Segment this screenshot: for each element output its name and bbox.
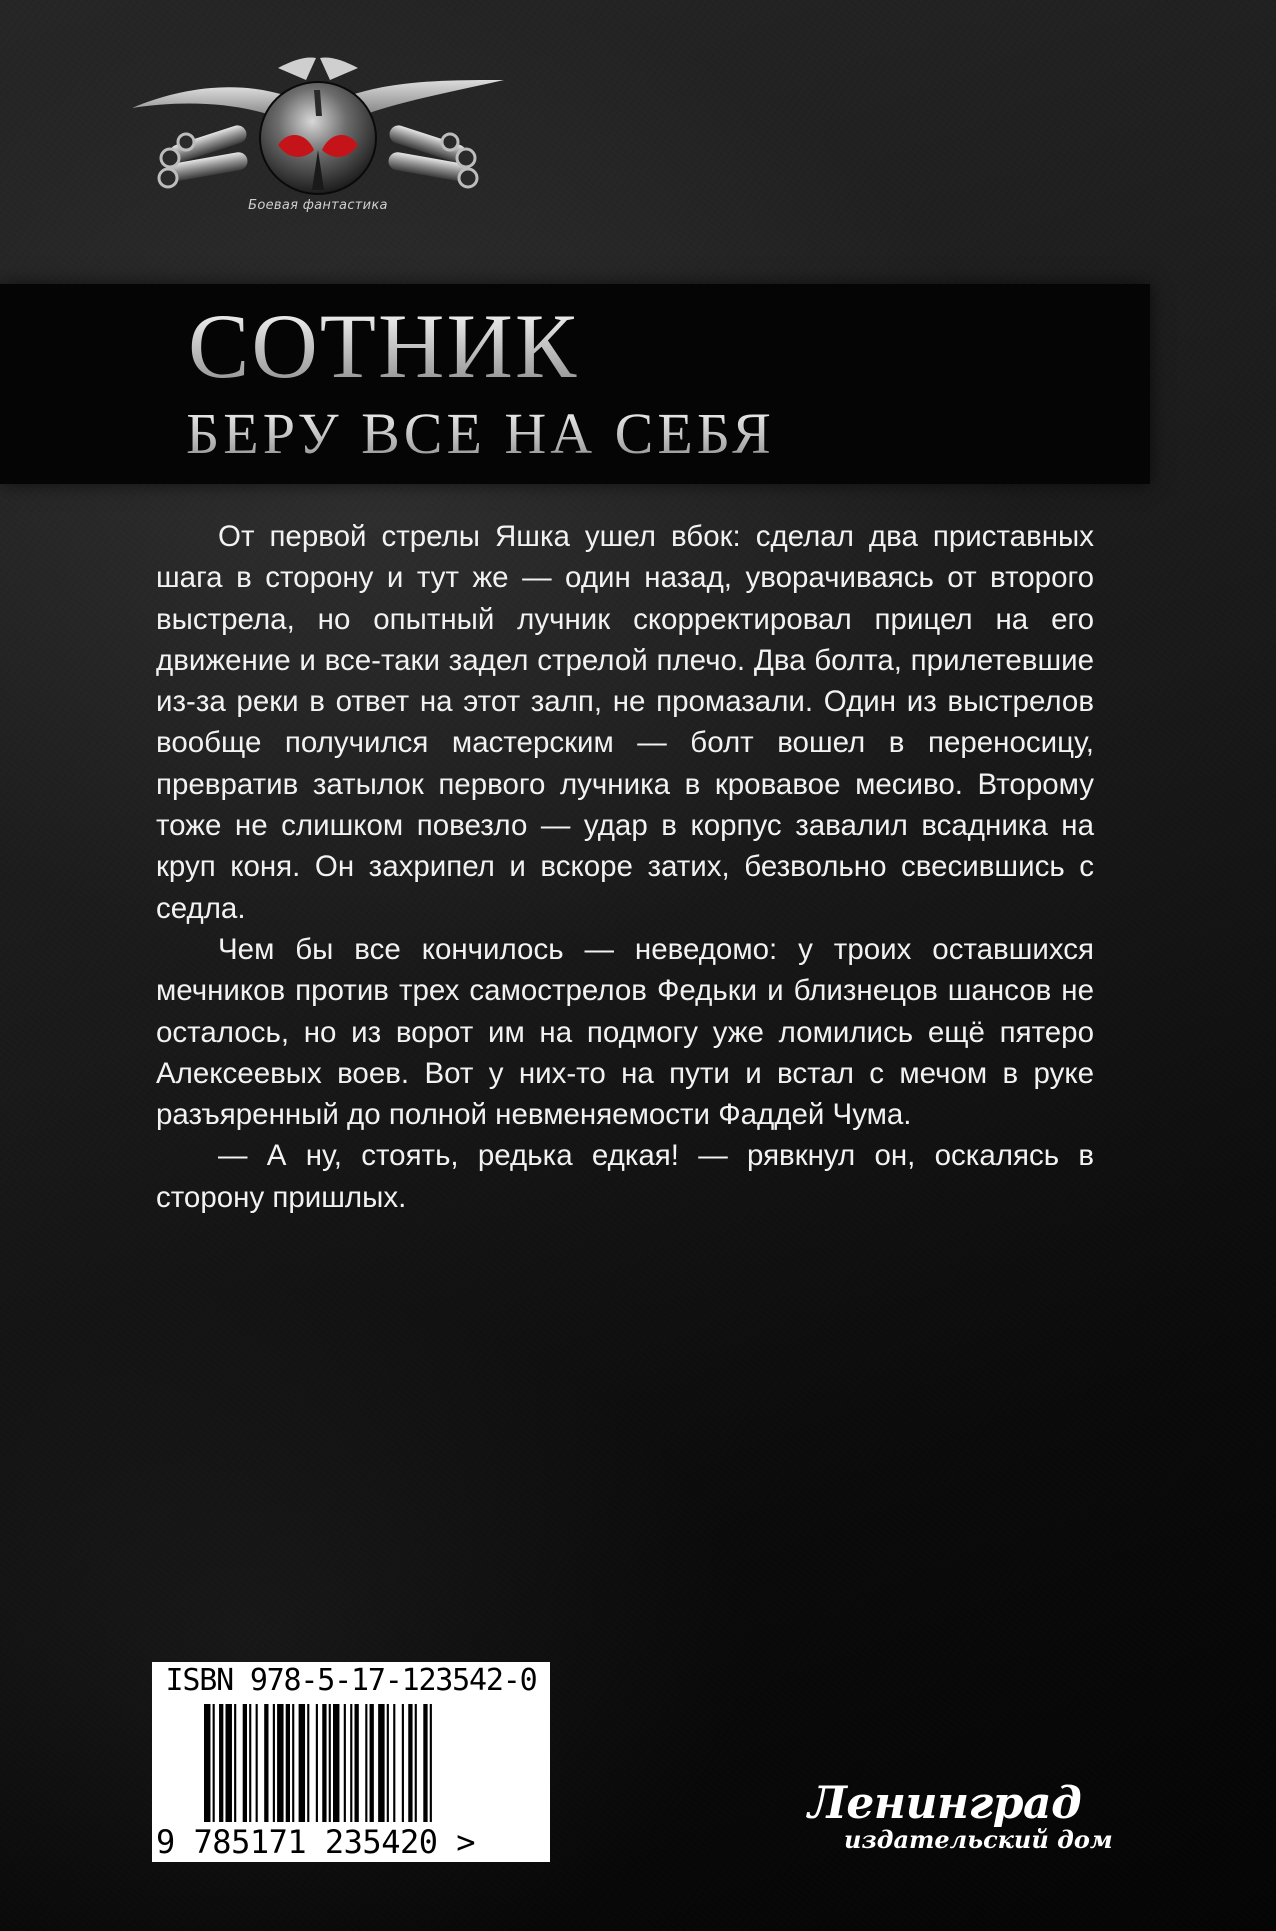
barcode-bar <box>307 1704 309 1826</box>
barcode-bar <box>226 1704 232 1826</box>
ean-digits: 9 785171 235420 > <box>152 1822 550 1862</box>
series-caption: Боевая фантастика <box>248 198 388 213</box>
barcode-bar <box>370 1704 374 1826</box>
barcode-bar <box>415 1704 417 1826</box>
blurb-paragraph: — А ну, стоять, редька едкая! — рявкнул он, оскалясь в сторону пришлых. <box>156 1139 1094 1214</box>
barcode-bar <box>286 1704 290 1826</box>
publisher-logo <box>808 1778 1113 1860</box>
barcode-bar <box>249 1704 251 1826</box>
barcode-bar <box>256 1704 258 1826</box>
barcode-bar <box>350 1704 352 1826</box>
isbn-barcode <box>152 1662 550 1862</box>
barcode-bar <box>273 1704 275 1826</box>
barcode-bar <box>333 1704 339 1826</box>
barcode-bar <box>243 1704 247 1826</box>
blurb-paragraph: Чем бы все кончилось — неведомо: у троих оставшихся мечников против трех самострелов Федьки и близнецов шансов не осталось, но из ворот им на подмогу уже ломились ещё пятеро Алексеевых воев. Вот у них-то на пути и встал с мечом в руке разъяренный до полной невменяемости Фаддей Чума. <box>156 932 1094 1132</box>
barcode-bar <box>329 1704 331 1826</box>
barcode-bar <box>430 1704 432 1826</box>
barcode-bar <box>423 1704 427 1826</box>
isbn-number: ISBN 978-5-17-123542-0 <box>165 1663 537 1698</box>
barcode-bar <box>264 1704 268 1826</box>
series-logo <box>128 50 508 230</box>
publisher-subtitle: издательский дом <box>844 1825 1113 1854</box>
barcode-bar <box>204 1704 210 1826</box>
barcode-bar <box>408 1704 412 1826</box>
publisher-name: Ленинград <box>808 1778 1082 1829</box>
barcode-bar <box>322 1704 326 1826</box>
barcode-bar <box>365 1704 367 1826</box>
barcode-icon <box>152 1700 550 1830</box>
barcode-bar <box>402 1704 404 1826</box>
barcode-bar <box>355 1704 359 1826</box>
barcode-bar <box>378 1704 384 1826</box>
barcode-bar <box>292 1704 294 1826</box>
barcode-bar <box>219 1704 223 1826</box>
blurb-paragraph: От первой стрелы Яшка ушел вбок: сделал два приставных шага в сторону и тут же — один назад, уворачиваясь от второго выстрела, но опытный лучник скорректировал прицел на его движение и все-таки задел стрелой плечо. Два болта, прилетевшие из-за реки в ответ на этот залп, не промазали. Один из выстрелов вообще получился мастерским — болт вошел в переносицу, превратив затылок первого лучника в кровавое месиво. Второму тоже не слишком повезло — удар в корпус завалил всадника на круп коня. Он захрипел и вскоре затих, безвольно свесившись с седла. <box>156 520 1094 925</box>
barcode-bar <box>299 1704 305 1826</box>
book-title: СОТНИК <box>188 295 579 397</box>
barcode-bar <box>393 1704 395 1826</box>
blurb-text <box>156 516 1094 1218</box>
helmet-emblem-icon <box>128 50 508 200</box>
barcode-bar <box>316 1704 318 1826</box>
barcode-bar <box>234 1704 236 1826</box>
book-subtitle: БЕРУ ВСЕ НА СЕБЯ <box>186 401 775 466</box>
barcode-bar <box>344 1704 346 1826</box>
barcode-bar <box>387 1704 389 1826</box>
barcode-bar <box>213 1704 215 1826</box>
barcode-bar <box>277 1704 283 1826</box>
